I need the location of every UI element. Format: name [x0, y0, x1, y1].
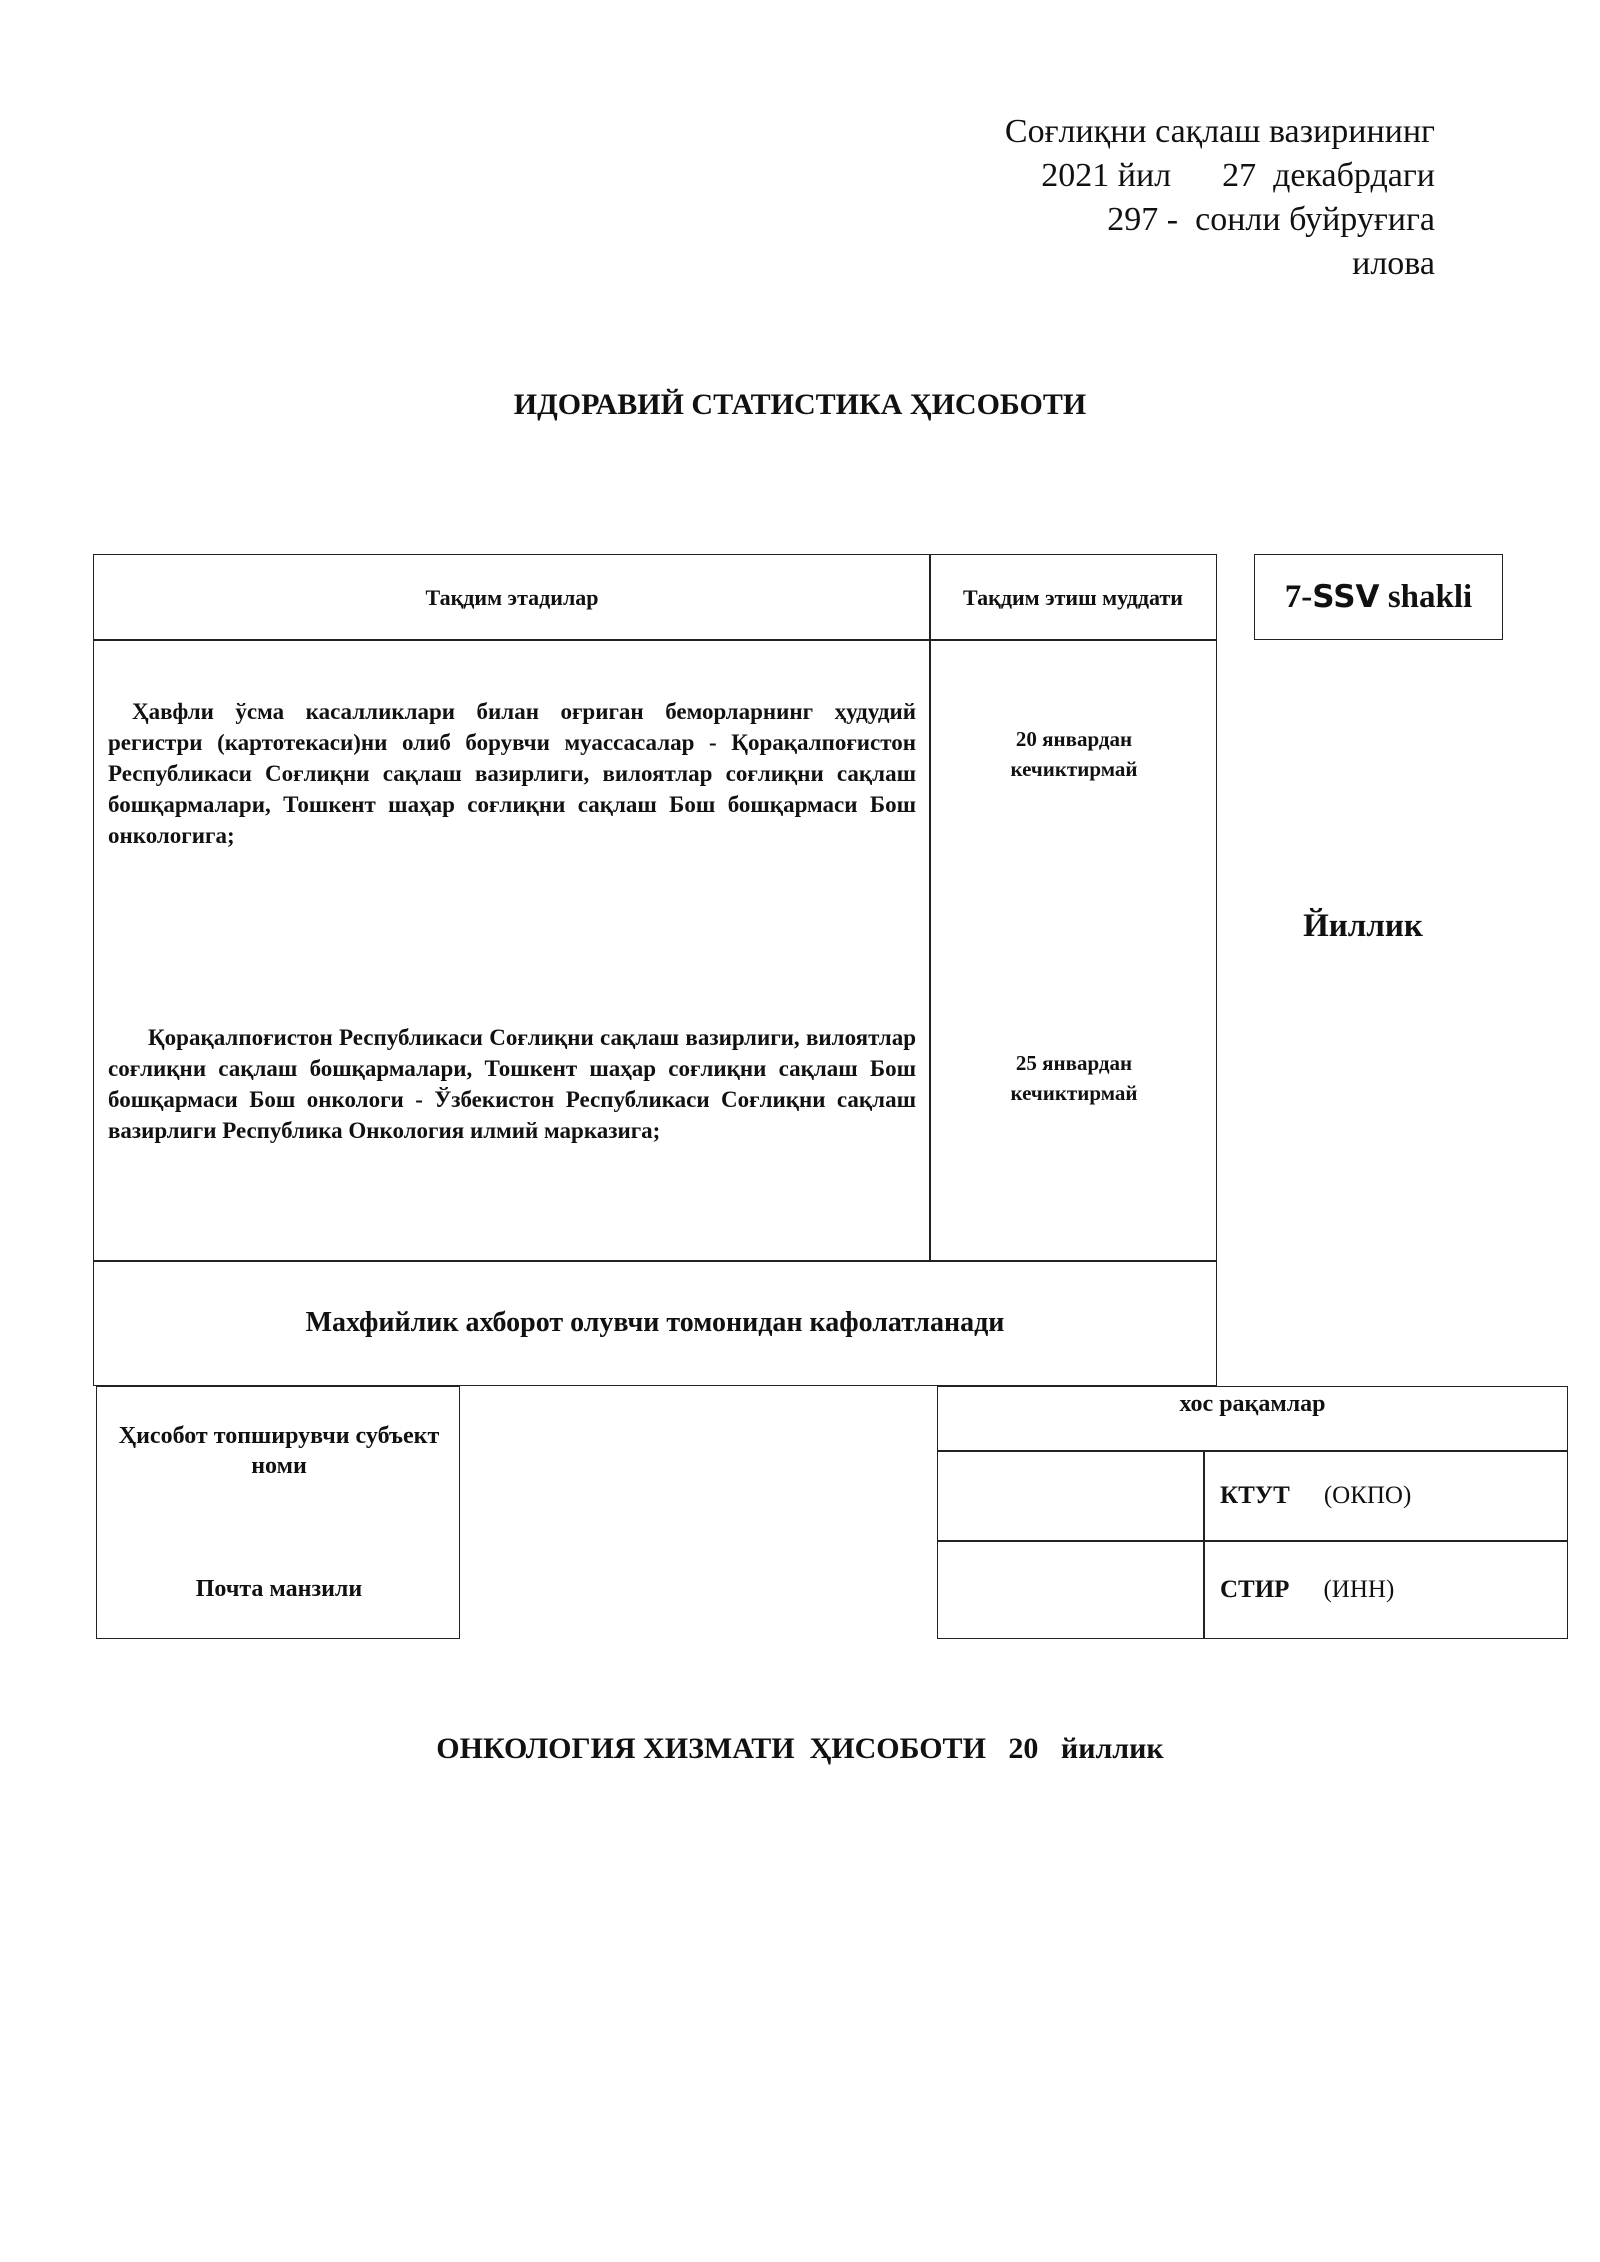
- submitters-row-2: Қорақалпоғистон Республикаси Соғлиқни сақлаш вазирлиги, вилоятлар соғлиқни сақлаш бошқармалари, Тошкент шаҳар соғлиқни сақлаш Бош бошқармаси Бош онкологи - Ўзбекистон Республикаси Соғлиқни сақлаш вазирлиги Республика Онкология илмий марказига;: [108, 1025, 916, 1143]
- approval-line: Соғлиқни сақлаш вазирининг: [1004, 113, 1435, 150]
- confidentiality-note: Махфийлик ахборот олувчи томонидан кафолатланади: [305, 1307, 1005, 1338]
- deadline-row-1: 20 январдан кечиктирмай: [1010, 727, 1138, 781]
- submitters-row-1: Ҳавфли ўсма касалликлари билан оғриган беморларнинг ҳудудий регистри (картотекаси)ни олиб борувчи муассасалар - Қорақалпоғистон Республикаси Соғлиқни сақлаш вазирлиги, вилоятлар соғлиқни сақлаш бошқармалари, Тошкент шаҳар соғлиқни сақлаш Бош бошқармаси Бош онкологига;: [108, 699, 916, 848]
- form-code-main: SSV: [1312, 579, 1380, 615]
- okpo-code: КТУТ: [1220, 1482, 1290, 1509]
- okpo-label-cell: [1203, 1450, 1568, 1542]
- subject-name-label: Ҳисобот топширувчи субъект номи: [118, 1423, 440, 1479]
- approval-line: 2021 йил 27 декабрдаги: [1041, 157, 1435, 194]
- header-submitters: [93, 554, 931, 641]
- header-deadline-label: Тақдим этиш муддати: [963, 584, 1183, 610]
- approval-line: 297 - сонли буйруғига: [1107, 201, 1435, 238]
- codes-header: [937, 1386, 1568, 1452]
- subject-info-cell: [96, 1386, 460, 1639]
- header-deadline: [929, 554, 1217, 641]
- approval-note: [850, 110, 1435, 286]
- okpo-desc: (ОКПО): [1323, 1482, 1412, 1509]
- inn-code: СТИР: [1220, 1575, 1290, 1603]
- oncology-report-title: ОНКОЛОГИЯ ХИЗМАТИ ҲИСОБОТИ 20 йиллик: [436, 1732, 1164, 1765]
- form-code-prefix: 7-: [1284, 578, 1313, 615]
- submitters-cell: [93, 639, 931, 1262]
- form-code-box: [1254, 554, 1503, 640]
- inn-label-cell: [1203, 1540, 1568, 1639]
- inn-desc: (ИНН): [1323, 1575, 1395, 1603]
- postal-address-label: Почта манзили: [195, 1576, 363, 1602]
- report-title: ИДОРАВИЙ СТАТИСТИКА ҲИСОБОТИ: [513, 388, 1087, 421]
- deadline-row-2: 25 январдан кечиктирмай: [1010, 1051, 1138, 1105]
- confidentiality-row: [93, 1260, 1217, 1386]
- deadline-cell: [929, 639, 1217, 1262]
- codes-header-label: хос рақамлар: [1179, 1391, 1326, 1417]
- report-frequency: Йиллик: [1303, 908, 1423, 944]
- header-submitters-label: Тақдим этадилар: [425, 584, 599, 610]
- form-code-suffix: shakli: [1379, 578, 1473, 615]
- approval-line: илова: [1352, 245, 1435, 282]
- inn-value-field: [937, 1540, 1205, 1639]
- okpo-value-field: [937, 1450, 1205, 1542]
